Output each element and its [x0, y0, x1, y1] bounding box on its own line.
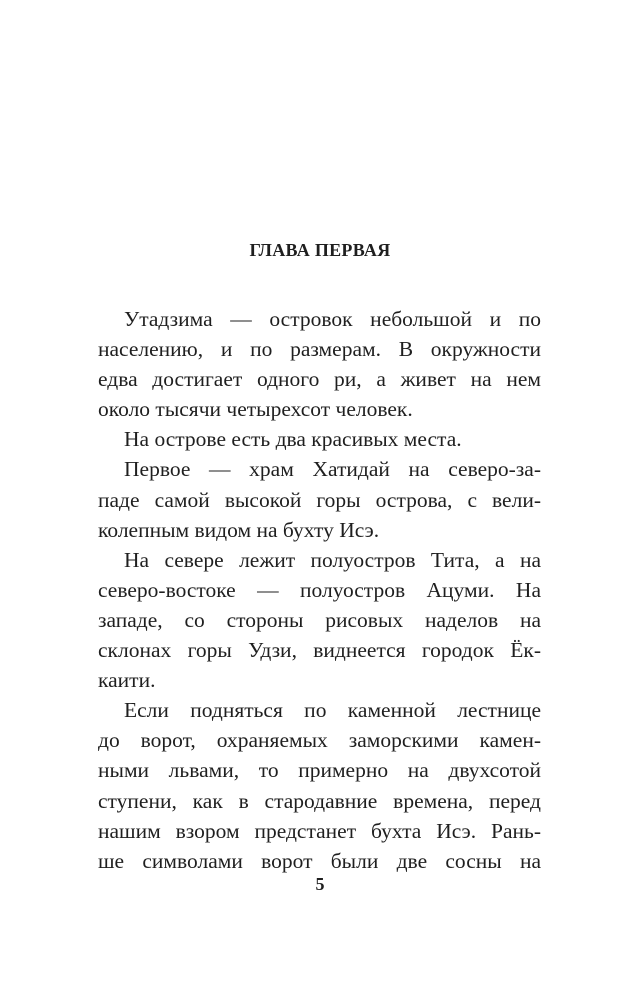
text-line: едва достигает одного ри, а живет на нем — [98, 367, 541, 392]
text-line: На острове есть два красивых места. — [124, 427, 462, 452]
text-line: северо-востоке — полуостров Ацуми. На — [98, 577, 541, 602]
text-line: нашим взором предстанет бухта Исэ. Рань- — [98, 818, 541, 843]
text-line: паде самой высокой горы острова, с вели- — [98, 487, 541, 512]
chapter-title: ГЛАВА ПЕРВАЯ — [249, 240, 391, 260]
text-line: ступени, как в стародавние времена, перед — [98, 788, 541, 813]
text-line: около тысячи четырехсот человек. — [98, 397, 413, 422]
text-line: ше символами ворот были две сосны на — [98, 848, 541, 873]
text-line: Первое — храм Хатидай на северо-за- — [124, 457, 541, 482]
text-line: На севере лежит полуостров Тита, а на — [124, 547, 541, 572]
text-line: ными львами, то примерно на двухсотой — [98, 758, 541, 783]
text-line: склонах горы Удзи, виднеется городок Ёк- — [98, 638, 541, 663]
text-line: Утадзима — островок небольшой и по — [124, 307, 541, 331]
text-line: западе, со стороны рисовых наделов на — [98, 607, 541, 632]
body-text — [98, 304, 541, 876]
text-line: населению, и по размерам. В окружности — [98, 337, 541, 362]
page-number: 5 — [315, 874, 325, 894]
text-line: до ворот, охраняемых заморскими камен- — [98, 728, 541, 753]
text-line: каити. — [98, 668, 156, 693]
text-line: Если подняться по каменной лестнице — [124, 698, 541, 723]
text-line: колепным видом на бухту Исэ. — [98, 517, 380, 542]
